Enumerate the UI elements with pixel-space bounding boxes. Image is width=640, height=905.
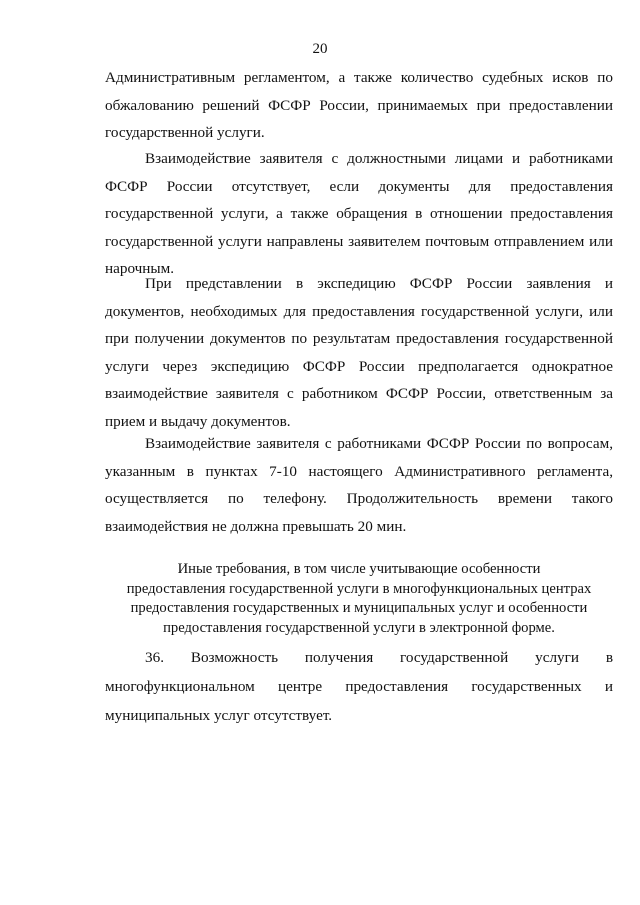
paragraph-3-line-1: При представлении в экспедицию ФСФР России заявления и xyxy=(145,275,613,292)
paragraph-4-line-4: взаимодействия не должна превышать 20 мин. xyxy=(105,517,407,535)
paragraph-2-line-5: нарочным. xyxy=(105,260,175,277)
paragraph-4-line-3: осуществляется по телефону. Продолжительность времени такого xyxy=(105,490,613,507)
paragraph-2-line-2: ФСФР России отсутствует, если документы для предоставления xyxy=(105,177,613,195)
section-heading-line-1: Иные требования, в том числе учитывающие особенности xyxy=(177,561,541,577)
paragraph-2 xyxy=(105,145,613,283)
paragraph-4-line-1: Взаимодействие заявителя с работниками ФСФР России по вопросам, xyxy=(145,435,613,452)
paragraph-5-line-3: муниципальных услуг отсутствует. xyxy=(105,707,333,724)
paragraph-1 xyxy=(105,64,613,147)
paragraph-3-line-6: прием и выдачу документов. xyxy=(105,412,291,430)
paragraph-5-line-2: многофункциональном центре предоставления государственных и xyxy=(105,678,613,695)
paragraph-2-line-4: государственной услуги направлены заявителем почтовым отправлением или xyxy=(105,232,613,250)
paragraph-3-line-5: взаимодействие заявителя с работником ФСФР России, ответственным за xyxy=(105,385,613,402)
section-heading-line-2: предоставления государственной услуги в многофункциональных центрах xyxy=(126,580,592,597)
paragraph-4 xyxy=(105,430,613,540)
section-heading xyxy=(105,560,613,638)
paragraph-1-line-3: государственной услуги. xyxy=(105,124,265,141)
paragraph-3 xyxy=(105,270,613,435)
paragraph-3-line-2: документов, необходимых для предоставления государственной услуги, или xyxy=(105,302,613,320)
section-heading-line-3: предоставления государственных и муниципальных услуг и особенности xyxy=(130,600,588,616)
paragraph-4-line-2: указанным в пунктах 7-10 настоящего Административного регламента, xyxy=(105,462,613,480)
paragraph-5 xyxy=(105,643,613,730)
paragraph-3-line-3: при получении документов по результатам предоставления государственной xyxy=(105,330,613,347)
paragraph-1-line-1: Административным регламентом, а также количество судебных исков по xyxy=(105,69,613,86)
paragraph-2-line-3: государственной услуги, а также обращения в отношении предоставления xyxy=(105,205,613,222)
paragraph-2-line-1: Взаимодействие заявителя с должностными лицами и работниками xyxy=(145,150,613,167)
section-heading-line-4: предоставления государственной услуги в электронной форме. xyxy=(163,619,555,636)
page-number: 20 xyxy=(312,41,328,57)
paragraph-3-line-4: услуги через экспедицию ФСФР России предполагается однократное xyxy=(105,357,613,375)
paragraph-5-line-1: 36. Возможность получения государственной услуги в xyxy=(145,649,613,666)
paragraph-1-line-2: обжалованию решений ФСФР России, принимаемых при предоставлении xyxy=(105,96,613,114)
